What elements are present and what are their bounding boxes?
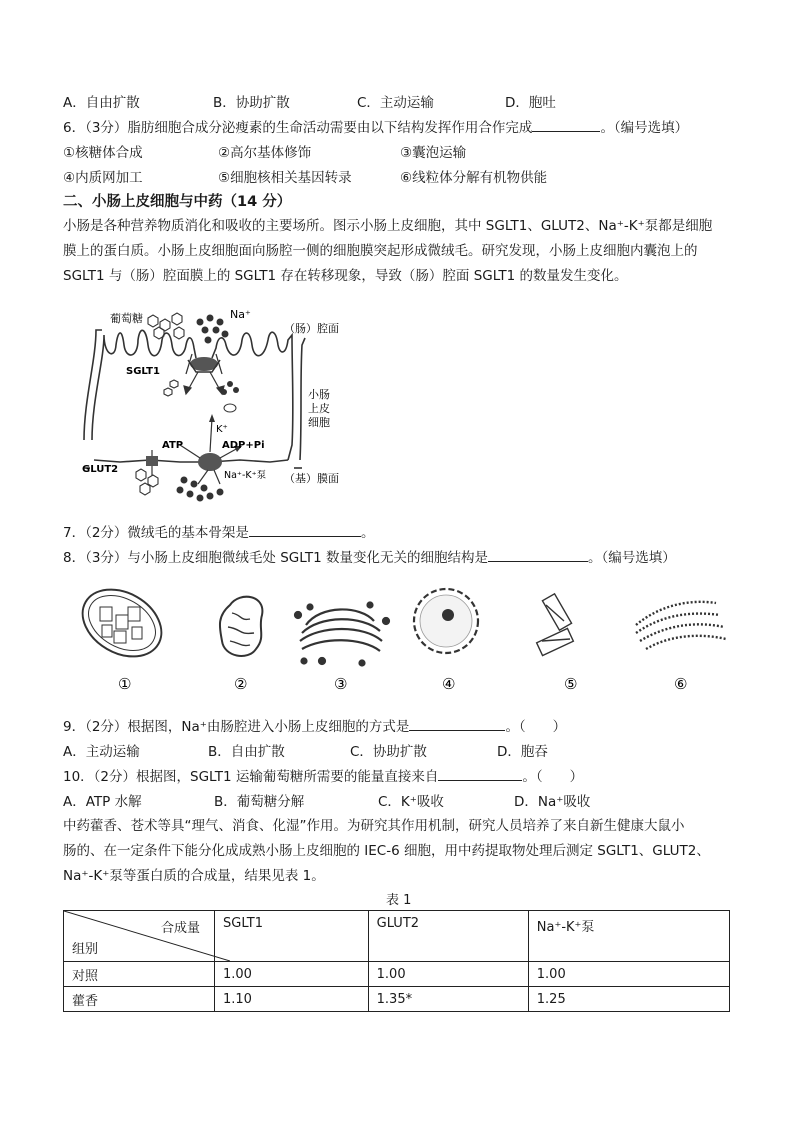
q8-answer-blank[interactable] [488, 549, 588, 562]
chloroplast-figure [71, 585, 174, 670]
q6-choice-5: ⑤细胞核相关基因转录 [218, 170, 352, 186]
q6-answer-blank[interactable] [532, 119, 600, 132]
mitochondrion-figure [220, 597, 263, 656]
label-glut2: GLUT2 [82, 464, 119, 475]
organelle-label-1: ① [118, 675, 132, 693]
q10-question [63, 765, 583, 785]
label-lumen: （肠）腔面 [284, 322, 339, 335]
q9-option-d: D．胞吞 [497, 744, 548, 760]
q6-choice-3: ③囊泡运输 [400, 145, 467, 161]
intro-line: SGLT1 与（肠）腔面膜上的 SGLT1 存在转移现象，导致（肠）腔面 SGLT1 的数量发生变化。 [63, 268, 628, 284]
q6-choice-1: ①核糖体合成 [63, 145, 143, 161]
q10-answer-blank[interactable] [438, 768, 522, 781]
table-group-cell: 对照 [64, 962, 215, 987]
label-na: Na⁺ [230, 308, 251, 321]
organelle-label-2: ② [234, 675, 248, 693]
q10-suffix: 。（ ） [522, 769, 584, 785]
q6-choice-4: ④内质网加工 [63, 170, 143, 186]
table-row [64, 962, 730, 987]
glucose-molecules-top [148, 313, 184, 339]
table-value-cell: 1.35* [368, 987, 528, 1012]
q7-answer-blank[interactable] [249, 524, 361, 537]
organelle-label-3: ③ [334, 675, 348, 693]
section2-title: 二、小肠上皮细胞与中药（14 分） [63, 194, 292, 210]
sglt1-transporter [186, 354, 222, 374]
q7-question [63, 521, 374, 541]
corner-bottom-label: 组别 [72, 942, 99, 957]
q9-option-c: C．协助扩散 [350, 744, 427, 760]
label-sglt1: SGLT1 [126, 366, 160, 377]
corner-top-label: 合成量 [160, 921, 200, 936]
table-value-cell: 1.00 [528, 962, 729, 987]
q9-suffix: 。（ ） [505, 719, 567, 735]
q8-suffix: 。（编号选填） [588, 550, 676, 566]
q6-suffix: 。（编号选填） [600, 120, 689, 136]
q7-stem: 7．（2分）微绒毛的基本骨架是 [63, 525, 249, 541]
centriole-figure [537, 594, 574, 656]
organelle-label-5: ⑤ [564, 675, 578, 693]
para-line: Na⁺-K⁺泵等蛋白质的合成量，结果见表 1。 [63, 868, 325, 884]
q6-choice-6: ⑥线粒体分解有机物供能 [400, 170, 548, 186]
q9-option-a: A．主动运输 [63, 744, 140, 760]
q5-option-b: B．协助扩散 [213, 95, 290, 111]
table-corner-cell [64, 911, 215, 962]
table-group-cell: 藿香 [64, 987, 215, 1012]
intro-line: 小肠是各种营养物质消化和吸收的主要场所。图示小肠上皮细胞，其中 SGLT1、GLUT2、Na⁺-K⁺泵都是细胞 [63, 218, 713, 234]
organelle-figures [70, 585, 730, 695]
label-pump: Na⁺-K⁺泵 [224, 470, 267, 481]
table-value-cell: 1.25 [528, 987, 729, 1012]
label-cell-1: 小肠 [308, 388, 330, 401]
label-k: K⁺ [216, 424, 228, 435]
q9-option-b: B．自由扩散 [208, 744, 285, 760]
q5-option-c: C．主动运输 [357, 95, 434, 111]
endoplasmic-reticulum-figure [636, 602, 726, 649]
table-value-cell: 1.00 [215, 962, 369, 987]
q6-stem: 6．（3分）脂肪细胞合成分泌瘦素的生命活动需要由以下结构发挥作用合作完成 [63, 120, 533, 136]
q5-option-d: D．胞吐 [505, 95, 556, 111]
table-col-header: Na⁺-K⁺泵 [528, 911, 729, 962]
label-basal: （基）膜面 [284, 472, 339, 485]
q7-suffix: 。 [360, 525, 375, 541]
q10-option-d: D．Na⁺吸收 [514, 794, 591, 810]
glut2-transporter [146, 450, 158, 476]
organelle-label-6: ⑥ [674, 675, 688, 693]
q9-question [63, 715, 566, 735]
table-header-row [64, 911, 730, 962]
label-cell-3: 细胞 [308, 416, 330, 429]
nucleus-figure [414, 589, 478, 653]
para-line: 中药藿香、苍术等具“理气、消食、化湿”作用。为研究其作用机制，研究人员培养了来自新生健康大鼠小 [63, 818, 685, 834]
table-col-header: GLUT2 [368, 911, 528, 962]
table-value-cell: 1.00 [368, 962, 528, 987]
golgi-figure [295, 603, 389, 666]
q9-stem: 9．（2分）根据图，Na⁺由肠腔进入小肠上皮细胞的方式是 [63, 719, 410, 735]
section2-intro [63, 214, 735, 289]
q10-option-c: C．K⁺吸收 [378, 794, 444, 810]
label-cell-2: 上皮 [308, 402, 330, 415]
q6-question [63, 116, 688, 136]
label-glucose: 葡萄糖 [110, 312, 143, 325]
q9-answer-blank[interactable] [409, 718, 505, 731]
q10-option-b: B．葡萄糖分解 [214, 794, 305, 810]
q10-stem: 10．（2分）根据图，SGLT1 运输葡萄糖所需要的能量直接来自 [63, 769, 439, 785]
table-value-cell: 1.10 [215, 987, 369, 1012]
label-atp: ATP [162, 440, 184, 451]
table-col-header: SGLT1 [215, 911, 369, 962]
epithelial-cell-figure [80, 300, 380, 510]
q6-choice-2: ②高尔基体修饰 [218, 145, 312, 161]
table-caption: 表 1 [386, 893, 412, 908]
results-table [63, 910, 730, 1012]
para-line: 肠的、在一定条件下能分化成成熟小肠上皮细胞的 IEC-6 细胞，用中药提取物处理后测定 SGLT1、GLUT2、 [63, 843, 710, 859]
q10-option-a: A．ATP 水解 [63, 794, 142, 810]
experiment-description [63, 814, 735, 889]
label-adp: ADP+Pi [222, 440, 265, 451]
q5-option-a: A．自由扩散 [63, 95, 140, 111]
glucose-molecules-bottom [136, 469, 158, 495]
q8-question [63, 546, 676, 566]
q8-stem: 8．（3分）与小肠上皮细胞微绒毛处 SGLT1 数量变化无关的细胞结构是 [63, 550, 489, 566]
organelle-label-4: ④ [442, 675, 456, 693]
table-row [64, 987, 730, 1012]
intro-line: 膜上的蛋白质。小肠上皮细胞面向肠腔一侧的细胞膜突起形成微绒毛。研究发现，小肠上皮细胞内囊泡上的 [63, 243, 698, 259]
